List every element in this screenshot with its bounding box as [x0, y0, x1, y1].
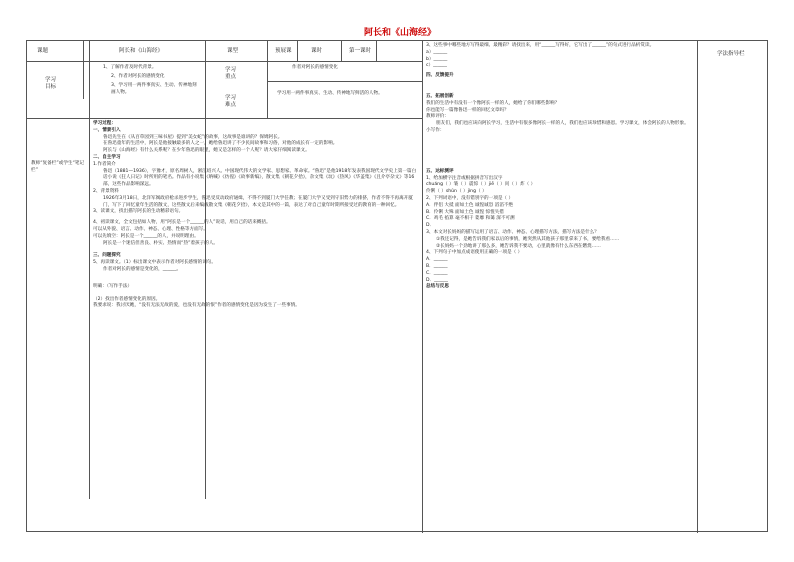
process-line: 明确：（写作手法） [93, 283, 133, 289]
exercise-line: 朋友们，我们也应该向阿长学习，生活中有很多像阿长一样的人，我们也应该珍惜和感恩。学习课文，体会阿长的人物形象。 [436, 121, 689, 127]
process-line: 作者对阿长的感情是变化的，______。 [103, 266, 182, 272]
divider [89, 41, 90, 499]
process-line: 我要求说：我讨厌她，“没有无法无故的爱，也没有无故的恨”作者的感情变化是因为发生了一些事情。 [93, 303, 300, 309]
process-line: 学习过程： [93, 121, 116, 126]
goal-item: 3、学习用一两件事真实、生动、传神地刻画人物。 [111, 83, 197, 95]
process-line: 2、背景资料 [93, 188, 119, 194]
process-line: 4、初读课文，全文包括如人物，用“阿长是一个______的人”说话，用自己的话来概括。 [93, 220, 271, 226]
divider [341, 41, 342, 61]
label-period: 课时 [311, 48, 323, 54]
exercise-line: C．鸡毛 掐算 毫不相干 萎靡 和蔼 深不可测 [426, 216, 515, 222]
process-line: 阿长是一个迷信但善良、朴实、热情而“热”着孩子的人。 [103, 240, 219, 246]
exercise-line: 2、下列词语中，没有错别字的一项是（ ） [426, 195, 514, 201]
exercise-line: 总结与反思 [426, 284, 449, 290]
goal-item: 1、了解作者及时代背景。 [103, 65, 157, 70]
exercise-line: 小写作： [426, 127, 445, 133]
lesson-plan-table [26, 40, 768, 532]
label-type: 课型 [227, 48, 239, 54]
goal-item: 2、作者对阿长的感情变化 [111, 74, 165, 79]
process-line: 1926年3月18日，北洋军阀政府枪杀进步学生，鲁迅受反动政府通缉，不得不到厦门大学任教；在厦门大学又受到守旧势力的排挤，作者不得不再离开厦门，写下了回忆童年生活的散文，这些散文后来编成散文集《朝花夕拾》，本文是其中的一篇，表达了对自己童年时期所接受过的教育的一种回忆。 [103, 195, 413, 208]
label-goals: 学习 目标 [45, 77, 57, 90]
topic-value: 阿长和《山海经》 [119, 48, 164, 54]
exercise-line: ①我还记得，是她告诉我们家以后的事情，她突然从其他孩子那里拿来了书，要给我看…… [436, 236, 620, 242]
page-title: 阿长和《山海经》 [363, 28, 436, 38]
process-line: 一、情景引入 [93, 127, 121, 133]
process-line: 可以先填空：阿长是一个______的人，并说明理由。 [93, 233, 199, 239]
exercise-line: 五、拓展创新 [426, 93, 454, 99]
divider [422, 41, 423, 533]
process-line: 三、问题探究 [93, 253, 121, 259]
divider [267, 41, 268, 118]
label-topic: 课题 [37, 48, 49, 54]
divider [27, 61, 422, 62]
period-value: 第一课时 [349, 48, 372, 54]
difficulty-text: 学习用一两件事真实、生动、传神地写鲜活的人物。 [277, 91, 383, 96]
divider [83, 41, 84, 99]
left-note: 教师“复备栏”或学生“笔记栏” [31, 161, 85, 173]
key-text: 作者对阿长的感情变化 [292, 65, 338, 70]
exercise-line: 3、本文对长妈妈的描写运用了语言、动作、神态、心理描写方法，描写方法是什么？ [426, 229, 599, 235]
process-line: 鲁迅（1881—1936），字豫才，原名周树人，浙江绍兴人。中国现代伟大的文学家、思想家、革命家。“鲁迅”是他1918年发表我国现代文学史上第一篇白话小说《狂人日记》时所用的笔名。作品有小说集《呐喊》《彷徨》《故事新编》，散文集《朝花夕拾》，杂文集《坟》《热风》《华盖集》《且介亭杂文》等16部，这些作品影响深远。 [103, 168, 417, 188]
label-guidance: 学法指导栏 [717, 51, 745, 57]
exercise-line: 教师评价： [426, 114, 449, 120]
label-key: 学习 重点 [225, 67, 237, 80]
exercise-line: a）______ [426, 49, 448, 55]
exercise-line: 伶俐（ ）shǔn（ ）jìng（ ） [426, 189, 487, 195]
exercise-line: 四、反馈提升 [426, 73, 454, 79]
exercise-line: B．______ [426, 263, 448, 269]
exercise-line: A．伴侣 大抵 面如土色 诚惶诚恐 滔滔不绝 [426, 202, 514, 208]
exercise-line: 4、下列句子中加点成语使用正确的一项是（ ） [426, 250, 523, 256]
process-line: 阿长与《山海经》有什么关系呢？在少年鲁迅的眼里，她又是怎样的一个人呢？请大家仔细阅读课文。 [103, 148, 310, 154]
process-line: （2）找出作者感情变化的原因。 [93, 296, 161, 302]
type-value: 预展课 [275, 48, 292, 54]
divider [376, 41, 377, 61]
process-line: 在鲁迅童年的生活中，阿长是他接触最多的人之一，她给鲁迅讲了不少民间故事和习俗，对他的成长有一定的影响。 [103, 141, 338, 147]
exercise-line: 你也能写一篇像鲁迅一样的回忆文章吗？ [426, 107, 509, 113]
exercise-line: D．______ [426, 277, 448, 283]
exercise-line: B．伶俐 大殊 面如土色 诚惶 惊惶失措 [426, 209, 504, 215]
process-column [93, 121, 419, 310]
exercise-line: D． [426, 223, 435, 229]
exercise-line: 1、给加横字注音或根据拼音写出汉字 [426, 175, 503, 181]
divider [27, 118, 422, 119]
exercise-line: 我们的生活中有没有一个像阿长一样的人，她给了你们哪些影响？ [426, 100, 560, 106]
exercise-line: 五、达标测评 [426, 168, 454, 174]
process-line: 1.作者简介 [93, 161, 116, 167]
process-line: 二、自主学习 [93, 154, 121, 160]
exercise-line: b）______ [426, 56, 448, 62]
exercise-line: chuáng（ ）皱（ ）震惊（ ）jiē（ ）问（ ）炸（ ） [426, 182, 536, 188]
process-line: 3、读课文，找出描写阿长的生动精彩语句。 [93, 209, 184, 215]
process-line: 可以从外貌、语言、动作、神态、心理、性格等方面写。 [93, 226, 208, 232]
process-line: 鲁迅先生在《从百草园到三味书屋》提到“美女蛇”的故事，这故事是谁讲的？保姆阿长。 [103, 134, 283, 140]
exercise-column [426, 43, 694, 291]
exercise-line: A．______ [426, 257, 448, 263]
exercise-line: 3、这些事中哪些地方写得最细、最精彩？请找出来，用“______写得好，它写出了______”的句式进行品析赏读。 [426, 43, 655, 48]
exercise-line: C．______ [426, 270, 448, 276]
divider [297, 41, 298, 61]
exercise-line: c）______ [426, 63, 447, 69]
process-line: 5、再读课文。（1）标出课文中表示作者对阿长感情的词句。 [93, 260, 216, 266]
divider [697, 41, 698, 533]
divider [267, 81, 422, 82]
exercise-line: ②长妈妈一个劲地讲了那么多，她告诉我不要动，心里就像有什么东西在燃烧…… [436, 243, 601, 249]
label-difficulty: 学习 难点 [225, 95, 237, 108]
